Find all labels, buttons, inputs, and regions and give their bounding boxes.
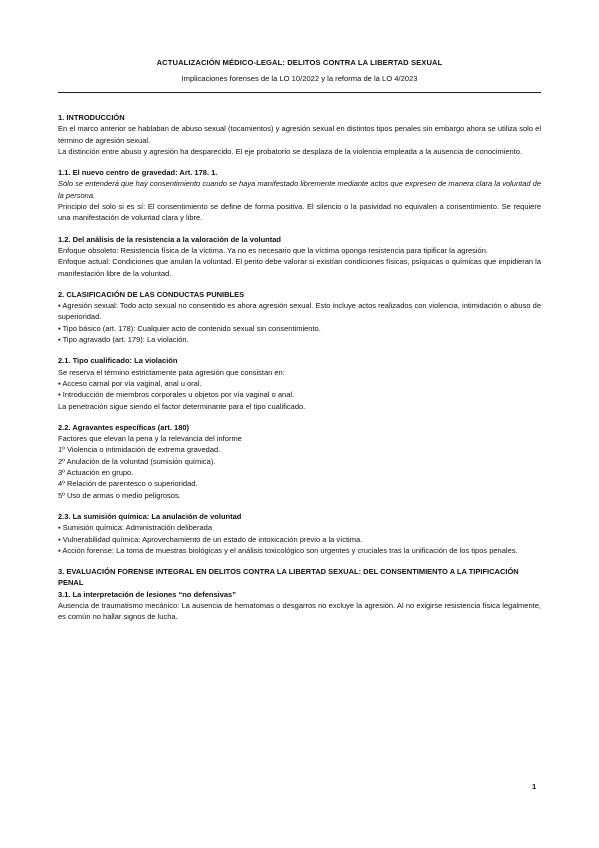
bullet-item: ▪ Agresión sexual: Todo acto sexual no consentido es ahora agresión sexual. Esto incluye actos realizados con violencia, intimidación o abuso de superioridad. [58,301,541,322]
section-heading: 3. EVALUACIÓN FORENSE INTEGRAL EN DELITOS CONTRA LA LIBERTAD SEXUAL: DEL CONSENTIMIENTO A LA TIPIFICACIÓN PENAL [58,567,519,588]
numbered-item: 5º Uso de armas o medio peligrosos. [58,490,181,500]
section-heading: 2.2. Agravantes específicas (art. 180) [58,422,190,432]
paragraph: En el marco anterior se hablaban de abuso sexual (tocamientos) y agresión sexual en distintos tipos penales sin embargo ahora se utiliza solo el término de agresión sexual. [58,124,541,145]
section-violacion [58,355,541,411]
section-heading: 1.2. Del análisis de la resistencia a la valoración de la voluntad [58,234,282,244]
bullet-item: ▪ Sumisión química: Administración deliberada [58,523,212,533]
page-number: 1 [532,782,537,791]
document-title: ACTUALIZACIÓN MÉDICO-LEGAL: DELITOS CONTRA LA LIBERTAD SEXUAL [156,58,443,67]
bullet-item: ▪ Vulnerabilidad química: Aprovechamiento de un estado de intoxicación previo a la víctima. [58,534,363,544]
section-agravantes [58,422,541,501]
section-evaluacion-forense [58,566,541,622]
numbered-item: 1º Violencia o intimidación de extrema gravedad. [58,445,221,455]
legal-quote: Sólo se entenderá que hay consentimiento cuando se haya manifestado libremente mediante actos que expresen de manera clara la voluntad de la persona. [58,179,541,200]
section-introduccion [58,112,541,157]
numbered-item: 2º Anulación de la voluntad (sumisión química). [58,456,216,466]
section-clasificacion [58,289,541,345]
bullet-item: ▪ Introducción de miembros corporales u objetos por vía vaginal o anal. [58,390,295,400]
paragraph: Enfoque obsoleto: Resistencia física de la víctima. Ya no es necesario que la víctima oponga resistencia para tipificar la agresión. [58,245,488,255]
section-heading: 2.3. La sumisión química: La anulación de voluntad [58,511,242,521]
section-resistencia [58,234,541,279]
section-heading: 2. CLASIFICACIÓN DE LAS CONDUCTAS PUNIBLES [58,289,245,299]
paragraph: Enfoque actual: Condiciones que anulan la voluntad. El perito debe valorar si existían condiciones físicas, psíquicas o químicas que impidieran la manifestación libre de la voluntad. [58,257,541,278]
paragraph: La distinción entre abuso y agresión ha desparecido. El eje probatorio se desplaza de la violencia empleada a la ausencia de conocimiento. [58,146,523,156]
bullet-item: ▪ Acción forense: La toma de muestras biológicas y el análisis toxicológico son urgentes y cruciales tras la unificación de los tipos penales. [58,545,518,555]
paragraph: Factores que elevan la pena y la relevancia del informe [58,434,242,444]
numbered-item: 3º Actuación en grupo. [58,468,134,478]
subsection-heading: 3.1. La interpretación de lesiones “no defensivas” [58,589,236,599]
section-heading: 1. INTRODUCCIÓN [58,113,125,122]
section-centro-gravedad [58,167,541,223]
bullet-item: ▪ Acceso carnal por vía vaginal, anal u oral. [58,378,202,388]
paragraph: Principio del solo si es sí: El consentimiento se define de forma positiva. El silencio o la pasividad no equivalen a consentimiento. Se requiere una manifestación de voluntad clara y libre. [58,202,541,223]
paragraph: Se reserva el término estrictamente pata agresión que consistan en: [58,367,285,377]
document-subtitle: Implicaciones forenses de la LO 10/2022 y la reforma de la LO 4/2023 [181,74,418,83]
document-body [58,112,541,633]
numbered-item: 4º Relación de parentesco o superioridad. [58,479,198,489]
section-sumision-quimica [58,511,541,556]
bullet-item: ▪ Tipo agravado (art. 179): La violación. [58,335,189,345]
paragraph: Ausencia de traumatismo mecánico: La ausencia de hematomas o desgarros no excluye la agresión. Al no exigirse resistencia física legalmente, es común no hallar signos de lucha. [58,600,541,622]
header-divider [58,92,541,93]
document-header [58,58,541,84]
section-heading: 1.1. El nuevo centro de gravedad: Art. 178. 1. [58,168,218,178]
section-heading: 2.1. Tipo cualificado: La violación [58,356,178,366]
paragraph: La penetración sigue siendo el factor determinante para el tipo cualificado. [58,401,306,411]
bullet-item: ▪ Tipo básico (art. 178): Cualquier acto de contenido sexual sin consentimiento. [58,323,321,333]
